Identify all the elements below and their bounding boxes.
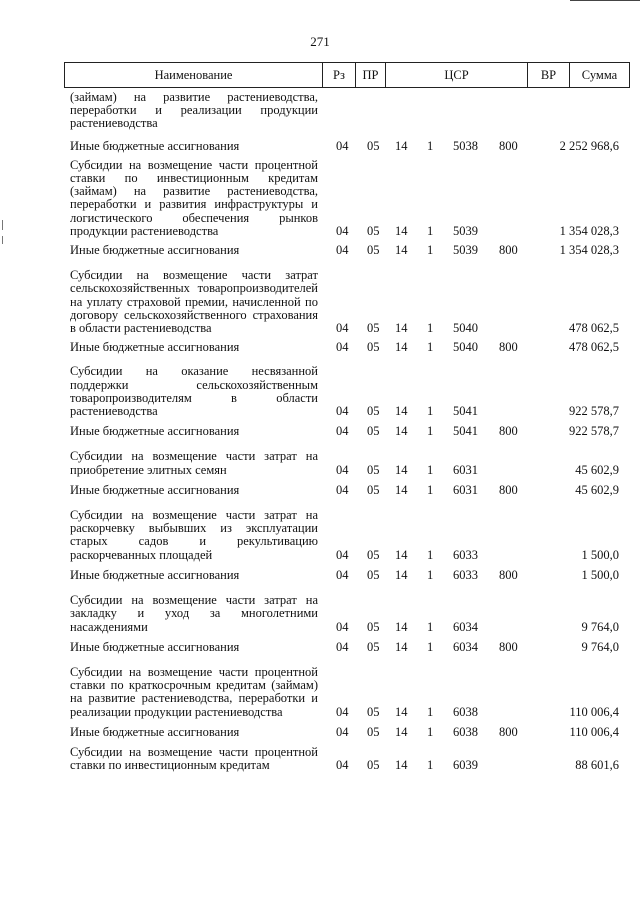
row-csr-code: 6033 bbox=[453, 567, 478, 582]
row-sum: 1 354 028,3 bbox=[559, 223, 619, 238]
row-rz: 04 bbox=[336, 724, 349, 739]
row-sum: 1 354 028,3 bbox=[559, 243, 619, 258]
row-csr-code: 6031 bbox=[453, 462, 478, 477]
row-rz: 04 bbox=[336, 138, 349, 153]
row-csr-subprogram: 1 bbox=[427, 138, 434, 153]
row-vr: 800 bbox=[499, 138, 518, 153]
row-sum: 110 006,4 bbox=[569, 724, 619, 739]
table-row bbox=[70, 450, 625, 476]
header-sum: Сумма bbox=[581, 67, 618, 82]
row-csr-subprogram: 1 bbox=[427, 462, 434, 477]
row-csr-code: 5040 bbox=[453, 340, 478, 355]
row-sum: 9 764,0 bbox=[581, 639, 619, 654]
table-header bbox=[64, 62, 630, 88]
row-csr-program: 14 bbox=[395, 404, 408, 419]
row-sum: 45 602,9 bbox=[575, 462, 619, 477]
row-csr-program: 14 bbox=[395, 619, 408, 634]
row-sum: 2 252 968,6 bbox=[559, 138, 619, 153]
row-csr-program: 14 bbox=[395, 462, 408, 477]
row-sum: 478 062,5 bbox=[569, 340, 619, 355]
row-rz: 04 bbox=[336, 619, 349, 634]
table-row bbox=[70, 269, 625, 335]
row-rz: 04 bbox=[336, 321, 349, 336]
table-row bbox=[70, 244, 625, 257]
row-rz: 04 bbox=[336, 340, 349, 355]
margin-tick bbox=[2, 220, 3, 230]
row-vr: 800 bbox=[499, 724, 518, 739]
row-csr-code: 5038 bbox=[453, 138, 478, 153]
row-csr-subprogram: 1 bbox=[427, 724, 434, 739]
row-csr-program: 14 bbox=[395, 547, 408, 562]
row-pr: 05 bbox=[367, 619, 380, 634]
header-vr: ВР bbox=[528, 63, 570, 87]
row-csr-subprogram: 1 bbox=[427, 404, 434, 419]
table-row bbox=[70, 569, 625, 582]
header-name: Наименование bbox=[65, 63, 323, 87]
row-csr-code: 5041 bbox=[453, 404, 478, 419]
row-description: Иные бюджетные ассигнования bbox=[70, 639, 240, 654]
table-row bbox=[70, 159, 625, 238]
row-vr: 800 bbox=[499, 424, 518, 439]
row-pr: 05 bbox=[367, 321, 380, 336]
row-csr-subprogram: 1 bbox=[427, 567, 434, 582]
row-sum: 45 602,9 bbox=[575, 482, 619, 497]
row-csr-subprogram: 1 bbox=[427, 482, 434, 497]
table-row bbox=[70, 365, 625, 418]
row-csr-program: 14 bbox=[395, 424, 408, 439]
row-csr-code: 5041 bbox=[453, 424, 478, 439]
row-csr-code: 5039 bbox=[453, 243, 478, 258]
row-pr: 05 bbox=[367, 340, 380, 355]
row-csr-subprogram: 1 bbox=[427, 243, 434, 258]
row-csr-code: 6038 bbox=[453, 704, 478, 719]
row-csr-code: 6038 bbox=[453, 724, 478, 739]
row-pr: 05 bbox=[367, 223, 380, 238]
row-csr-program: 14 bbox=[395, 639, 408, 654]
row-csr-code: 5040 bbox=[453, 321, 478, 336]
header-csr: ЦСР bbox=[386, 63, 528, 87]
row-sum: 9 764,0 bbox=[581, 619, 619, 634]
row-description: Иные бюджетные ассигнования bbox=[70, 567, 240, 582]
row-description: Субсидии на возмещение части затрат на закладку и уход за многолетними насаждениями bbox=[70, 593, 318, 634]
corner-mark bbox=[570, 0, 640, 5]
table-body bbox=[70, 91, 625, 772]
row-csr-program: 14 bbox=[395, 758, 408, 773]
row-csr-subprogram: 1 bbox=[427, 340, 434, 355]
table-row bbox=[70, 594, 625, 634]
row-sum: 1 500,0 bbox=[581, 567, 619, 582]
row-pr: 05 bbox=[367, 547, 380, 562]
row-pr: 05 bbox=[367, 404, 380, 419]
row-description: Субсидии на возмещение части затрат на раскорчевку выбывших из эксплуатации старых садов и рекультивацию раскорчеванных площадей bbox=[70, 508, 318, 562]
table-row bbox=[70, 140, 625, 153]
row-csr-program: 14 bbox=[395, 138, 408, 153]
row-sum: 1 500,0 bbox=[581, 547, 619, 562]
row-description: Иные бюджетные ассигнования bbox=[70, 482, 240, 497]
row-csr-subprogram: 1 bbox=[427, 223, 434, 238]
row-csr-subprogram: 1 bbox=[427, 639, 434, 654]
row-csr-subprogram: 1 bbox=[427, 758, 434, 773]
row-rz: 04 bbox=[336, 223, 349, 238]
row-description: Субсидии на возмещение части затрат на приобретение элитных семян bbox=[70, 449, 318, 477]
row-csr-subprogram: 1 bbox=[427, 547, 434, 562]
row-sum: 88 601,6 bbox=[575, 758, 619, 773]
row-description: Субсидии на оказание несвязанной поддержки сельскохозяйственным товаропроизводителям в области растениеводства bbox=[70, 364, 318, 419]
row-pr: 05 bbox=[367, 424, 380, 439]
row-vr: 800 bbox=[499, 482, 518, 497]
row-sum: 922 578,7 bbox=[569, 404, 619, 419]
row-pr: 05 bbox=[367, 482, 380, 497]
row-csr-code: 5039 bbox=[453, 223, 478, 238]
row-csr-program: 14 bbox=[395, 567, 408, 582]
row-csr-program: 14 bbox=[395, 340, 408, 355]
row-csr-program: 14 bbox=[395, 482, 408, 497]
row-description: Субсидии на возмещение части процентной ставки по инвестиционным кредитам (займам) на развитие растениеводства, переработки и развития инфраструктуры и логистического обеспечения рынков продукции растениеводства bbox=[70, 157, 318, 238]
header-rz: Рз bbox=[323, 63, 356, 87]
table-row bbox=[70, 509, 625, 562]
table-row bbox=[70, 666, 625, 719]
row-pr: 05 bbox=[367, 758, 380, 773]
row-csr-subprogram: 1 bbox=[427, 619, 434, 634]
row-rz: 04 bbox=[336, 482, 349, 497]
row-csr-code: 6031 bbox=[453, 482, 478, 497]
row-csr-program: 14 bbox=[395, 321, 408, 336]
table-row bbox=[70, 341, 625, 354]
row-description: Субсидии на возмещение части процентной ставки по инвестиционным кредитам bbox=[70, 744, 318, 773]
row-csr-subprogram: 1 bbox=[427, 424, 434, 439]
row-description: Иные бюджетные ассигнования bbox=[70, 724, 240, 739]
row-rz: 04 bbox=[336, 243, 349, 258]
row-vr: 800 bbox=[499, 340, 518, 355]
row-sum: 922 578,7 bbox=[569, 424, 619, 439]
row-description: Субсидии на возмещение части процентной ставки по краткосрочным кредитам (займам) на развитие растениеводства, переработки и реализации продукции растениеводства bbox=[70, 664, 318, 719]
row-csr-code: 6034 bbox=[453, 639, 478, 654]
row-description: (займам) на развитие растениеводства, переработки и реализации продукции растениеводства bbox=[70, 90, 318, 131]
row-description: Иные бюджетные ассигнования bbox=[70, 340, 240, 355]
row-rz: 04 bbox=[336, 404, 349, 419]
row-csr-code: 6034 bbox=[453, 619, 478, 634]
row-description: Иные бюджетные ассигнования bbox=[70, 243, 240, 258]
row-rz: 04 bbox=[336, 462, 349, 477]
row-description: Иные бюджетные ассигнования bbox=[70, 138, 240, 153]
row-rz: 04 bbox=[336, 639, 349, 654]
row-csr-code: 6039 bbox=[453, 758, 478, 773]
row-csr-subprogram: 1 bbox=[427, 704, 434, 719]
table-row bbox=[70, 425, 625, 438]
row-vr: 800 bbox=[499, 567, 518, 582]
row-pr: 05 bbox=[367, 704, 380, 719]
row-rz: 04 bbox=[336, 704, 349, 719]
row-rz: 04 bbox=[336, 758, 349, 773]
table-row bbox=[70, 91, 625, 131]
row-csr-program: 14 bbox=[395, 724, 408, 739]
row-pr: 05 bbox=[367, 462, 380, 477]
row-csr-program: 14 bbox=[395, 223, 408, 238]
row-csr-subprogram: 1 bbox=[427, 321, 434, 336]
table-row bbox=[70, 641, 625, 654]
row-pr: 05 bbox=[367, 567, 380, 582]
table-row bbox=[70, 746, 625, 772]
page-number: 271 bbox=[310, 34, 330, 49]
row-csr-program: 14 bbox=[395, 243, 408, 258]
row-sum: 110 006,4 bbox=[569, 704, 619, 719]
row-pr: 05 bbox=[367, 639, 380, 654]
row-rz: 04 bbox=[336, 567, 349, 582]
row-csr-code: 6033 bbox=[453, 547, 478, 562]
table-row bbox=[70, 484, 625, 497]
row-csr-program: 14 bbox=[395, 704, 408, 719]
row-sum: 478 062,5 bbox=[569, 321, 619, 336]
row-vr: 800 bbox=[499, 243, 518, 258]
margin-tick bbox=[2, 236, 3, 244]
row-description: Иные бюджетные ассигнования bbox=[70, 424, 240, 439]
row-pr: 05 bbox=[367, 724, 380, 739]
header-pr: ПР bbox=[356, 63, 386, 87]
row-vr: 800 bbox=[499, 639, 518, 654]
row-pr: 05 bbox=[367, 138, 380, 153]
row-description: Субсидии на возмещение части затрат сельскохозяйственных товаропроизводителей на уплату страховой премии, начисленной по договору сельскохозяйственного страхования в области растениеводства bbox=[70, 268, 318, 336]
row-pr: 05 bbox=[367, 243, 380, 258]
table-row bbox=[70, 726, 625, 739]
row-rz: 04 bbox=[336, 547, 349, 562]
row-rz: 04 bbox=[336, 424, 349, 439]
